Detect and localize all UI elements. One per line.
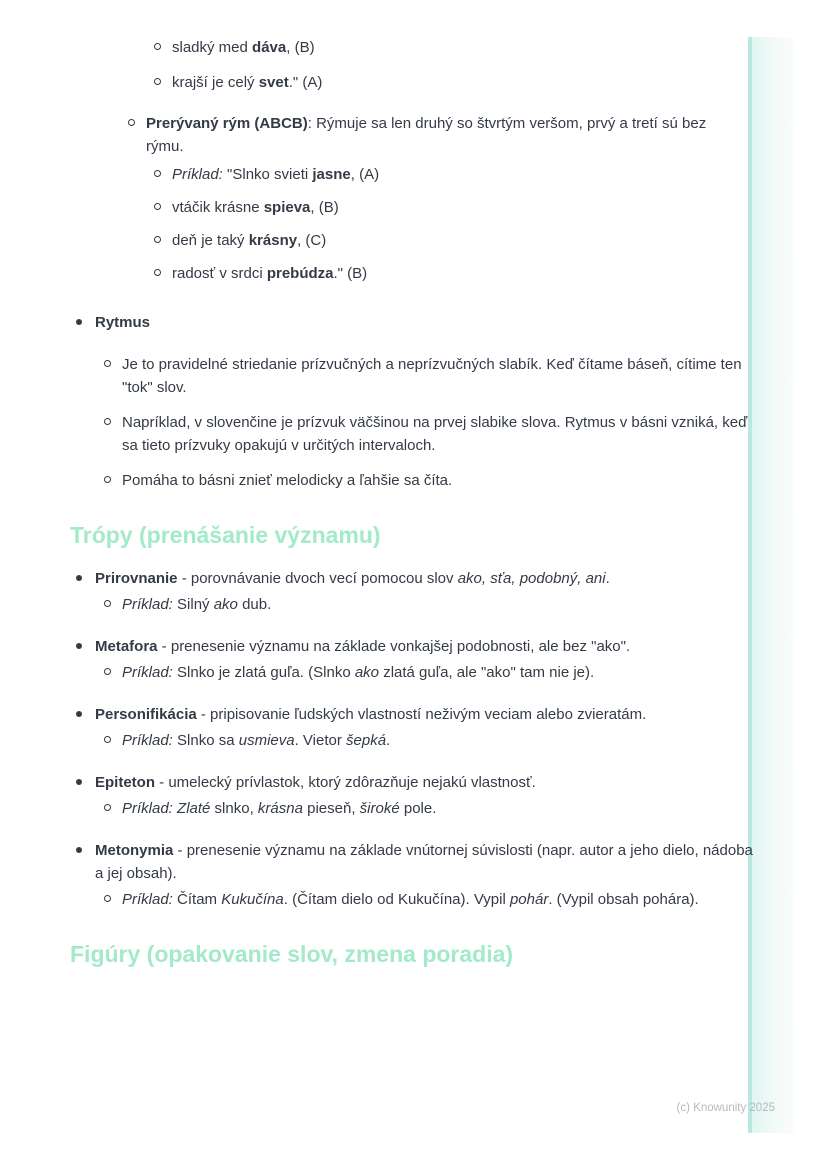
list-item-ex-dava: sladký med dáva, (B) [172, 36, 732, 59]
metonymia-example-list [122, 888, 748, 911]
section-heading-tropy: Trópy (prenášanie významu) [70, 522, 381, 548]
list-item-ex-jasne: Príklad: "Slnko svieti jasne, (A) [172, 163, 732, 186]
list-item-metafora [95, 635, 755, 684]
list-item-rytmus-1: Je to pravidelné striedanie prízvučných a neprízvučných slabík. Keď čítame báseň, cítime ten "tok" slov. [122, 353, 748, 399]
document-content [70, 36, 753, 986]
list-item-rytmus-3: Pomáha to básni znieť melodicky a ľahšie sa číta. [122, 469, 748, 492]
list-item-ex-spieva: vtáčik krásne spieva, (B) [172, 196, 732, 219]
list-item-epiteton-ex: Príklad: Zlaté slnko, krásna pieseň, široké pole. [122, 797, 748, 820]
term-metonymia: Metonymia - prenesenie významu na základe vnútornej súvislosti (napr. autor a jeho dielo, nádoba a jej obsah). [95, 842, 753, 882]
list-item-prirovnanie-ex: Príklad: Silný ako dub. [122, 593, 748, 616]
rhyme-tail-example-list [172, 36, 732, 94]
list-item-ex-prebudza: radosť v srdci prebúdza." (B) [172, 262, 732, 285]
section-heading-figury: Figúry (opakovanie slov, zmena poradia) [70, 941, 514, 967]
list-item-metafora-ex: Príklad: Slnko je zlatá guľa. (Slnko ako zlatá guľa, ale "ako" tam nie je). [122, 661, 748, 684]
list-item-preryvany-rym: Prerývaný rým (ABCB): Rýmuje sa len druhý so štvrtým veršom, prvý a tretí sú bez rýmu. [146, 112, 726, 158]
term-metafora: Metafora - prenesenie významu na základe vonkajšej podobnosti, ale bez "ako". [95, 638, 631, 655]
list-item-personifikacia [95, 703, 755, 752]
term-epiteton: Epiteton - umelecký prívlastok, ktorý zdôrazňuje nejakú vlastnosť. [95, 774, 536, 791]
list-item-ex-svet: krajší je celý svet." (A) [172, 71, 732, 94]
epiteton-example-list [122, 797, 748, 820]
tropy-term-list [95, 567, 755, 911]
personifikacia-example-list [122, 729, 748, 752]
term-personifikacia: Personifikácia - pripisovanie ľudských vlastností neživým veciam alebo zvieratám. [95, 706, 647, 723]
rytmus-list [95, 311, 755, 334]
list-item-rytmus-2: Napríklad, v slovenčine je prízvuk väčšinou na prvej slabike slova. Rytmus v básni vzniká, keď sa tieto prízvuky opakujú v určitých intervaloch. [122, 411, 748, 457]
list-item-metonymia-ex: Príklad: Čítam Kukučína. (Čítam dielo od Kukučína). Vypil pohár. (Vypil obsah pohára). [122, 888, 748, 911]
prirovnanie-example-list [122, 593, 748, 616]
list-item-ex-krasny: deň je taký krásny, (C) [172, 229, 732, 252]
list-item-metonymia [95, 839, 755, 911]
list-item-epiteton [95, 771, 755, 820]
preryvany-example-list [172, 163, 732, 285]
footer-copyright: (c) Knowunity 2025 [676, 1102, 775, 1114]
rhyme-type-list [146, 112, 726, 158]
list-item-prirovnanie [95, 567, 755, 616]
list-item-rytmus: Rytmus [95, 311, 755, 334]
list-item-personifikacia-ex: Príklad: Slnko sa usmieva. Vietor šepká. [122, 729, 748, 752]
metafora-example-list [122, 661, 748, 684]
term-prirovnanie: Prirovnanie - porovnávanie dvoch vecí pomocou slov ako, sťa, podobný, ani. [95, 570, 610, 587]
rytmus-detail-list [122, 353, 748, 492]
